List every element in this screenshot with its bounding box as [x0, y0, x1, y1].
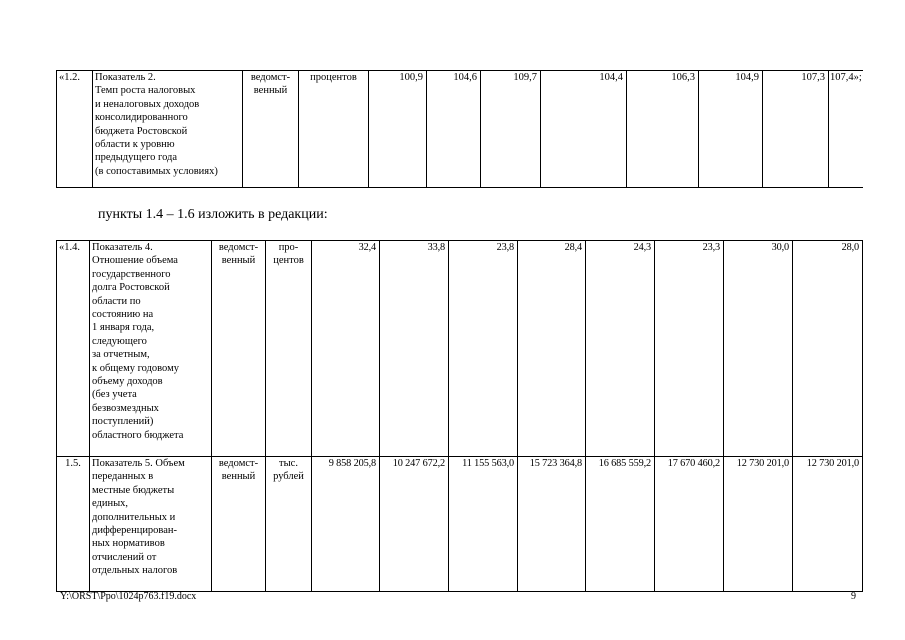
- value-cell: 100,9: [369, 71, 427, 188]
- indicator-name: Показатель 4. Отношение объема государственного долга Ростовской области по состоянию на 1 января года, следующего за отчетным, к общему годовому объему доходов (без учета безвозмездных поступлений) областного бюджета: [90, 241, 212, 457]
- value-cell: 32,4: [312, 241, 380, 457]
- value-cell: 107,4»;: [829, 71, 863, 188]
- table-indicator-1-2: [56, 70, 863, 188]
- indicator-type: ведомст- венный: [212, 457, 266, 592]
- value-cell: 28,0: [793, 241, 863, 457]
- value-cell: 10 247 672,2: [380, 457, 449, 592]
- indicator-unit: процентов: [299, 71, 369, 188]
- value-cell: 104,6: [427, 71, 481, 188]
- value-cell: 11 155 563,0: [449, 457, 518, 592]
- table-indicators-1-4-1-6: [56, 240, 863, 592]
- value-cell: 106,3: [627, 71, 699, 188]
- indicator-name: Показатель 5. Объем переданных в местные бюджеты единых, дополнительных и дифференцирован- ных нормативов отчислений от отдельных налогов: [90, 457, 212, 592]
- page-number: 9: [851, 591, 856, 602]
- value-cell: 9 858 205,8: [312, 457, 380, 592]
- value-cell: 30,0: [724, 241, 793, 457]
- table-row: [57, 241, 863, 457]
- table-row: [57, 71, 863, 188]
- indicator-type: ведомст- венный: [243, 71, 299, 188]
- value-cell: 109,7: [481, 71, 541, 188]
- indicator-unit: тыс. рублей: [266, 457, 312, 592]
- value-cell: 33,8: [380, 241, 449, 457]
- value-cell: 17 670 460,2: [655, 457, 724, 592]
- row-number: «1.4.: [57, 241, 90, 457]
- value-cell: 23,8: [449, 241, 518, 457]
- value-cell: 12 730 201,0: [724, 457, 793, 592]
- indicator-name: Показатель 2. Темп роста налоговых и неналоговых доходов консолидированного бюджета Ростовской области к уровню предыдущего года (в сопоставимых условиях): [93, 71, 243, 188]
- indicator-type: ведомст- венный: [212, 241, 266, 457]
- row-number: «1.2.: [57, 71, 93, 188]
- value-cell: 104,9: [699, 71, 763, 188]
- row-number: 1.5.: [57, 457, 90, 592]
- value-cell: 28,4: [518, 241, 586, 457]
- value-cell: 23,3: [655, 241, 724, 457]
- value-cell: 16 685 559,2: [586, 457, 655, 592]
- value-cell: 24,3: [586, 241, 655, 457]
- value-cell: 12 730 201,0: [793, 457, 863, 592]
- indicator-unit: про- центов: [266, 241, 312, 457]
- value-cell: 107,3: [763, 71, 829, 188]
- value-cell: 15 723 364,8: [518, 457, 586, 592]
- amendment-caption: пункты 1.4 – 1.6 изложить в редакции:: [98, 207, 328, 222]
- table-row: [57, 457, 863, 592]
- value-cell: 104,4: [541, 71, 627, 188]
- footer-file-path: Y:\ORST\Ppo\1024p763.f19.docx: [60, 591, 197, 602]
